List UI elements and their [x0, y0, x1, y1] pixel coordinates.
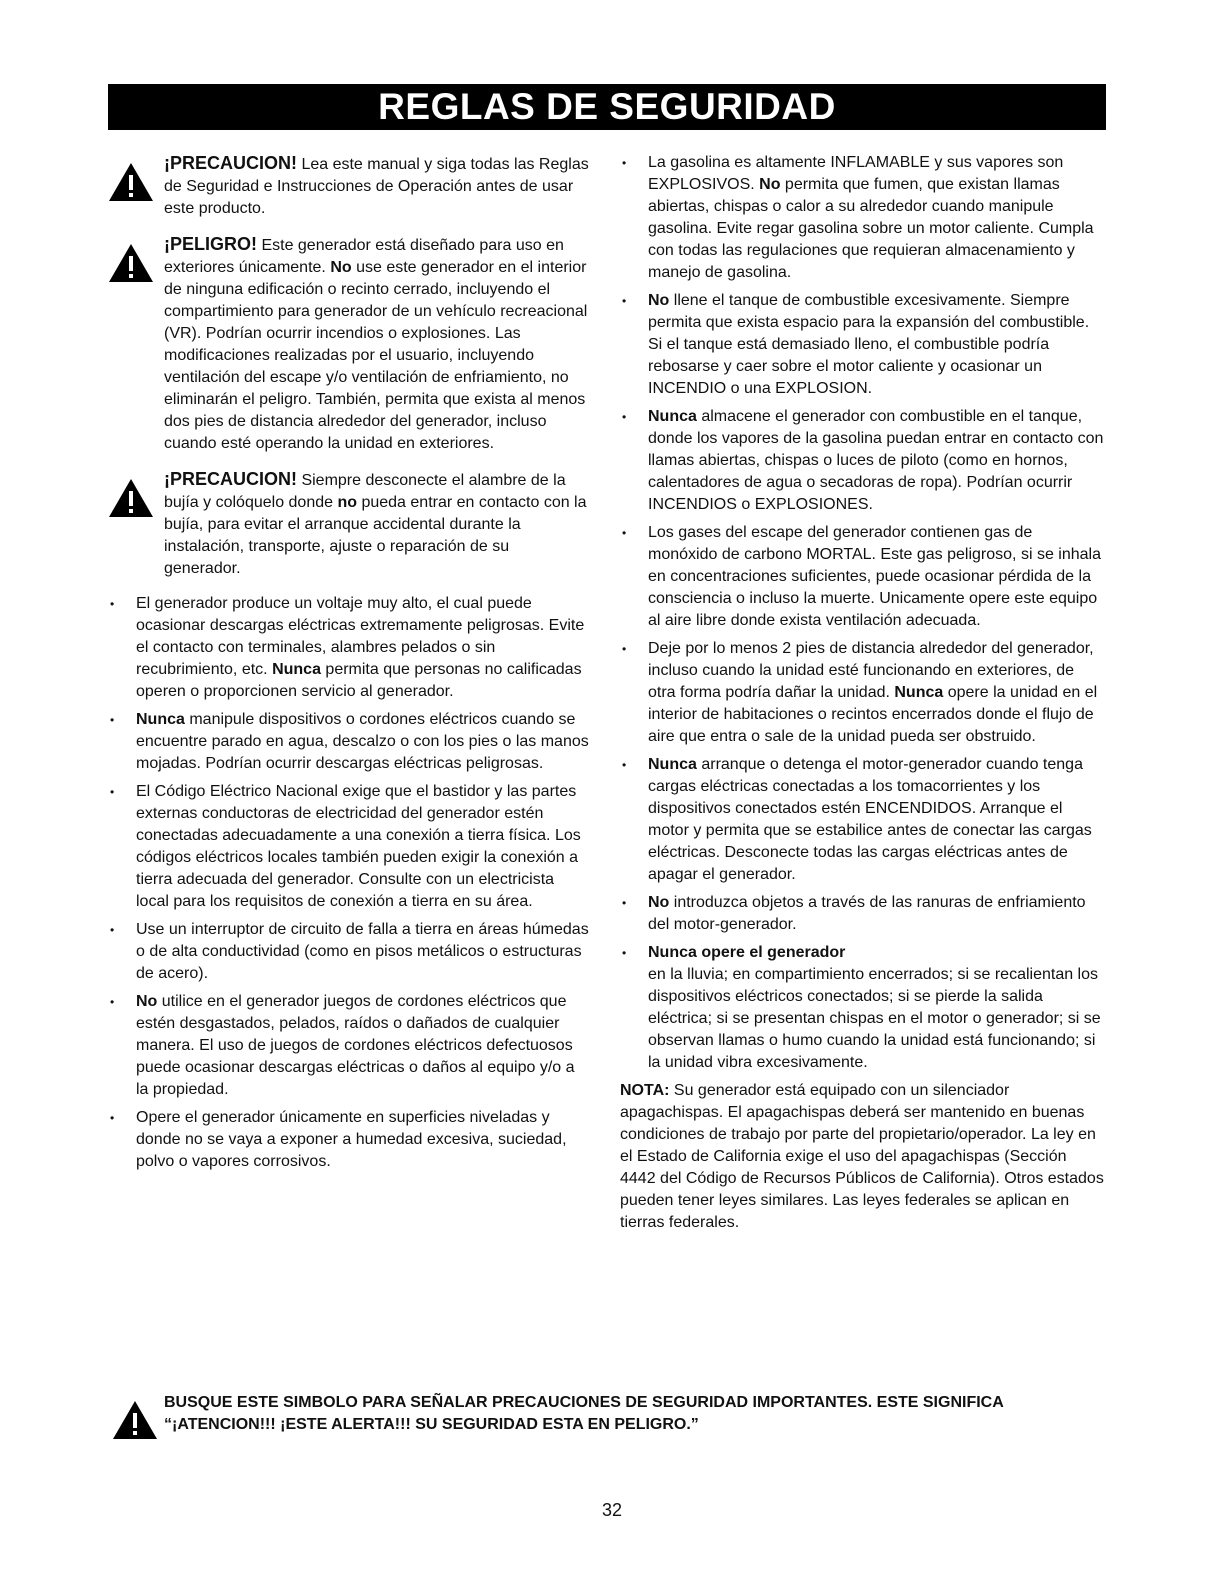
- item-emphasis: Nunca: [648, 408, 697, 425]
- list-item: [620, 522, 1106, 632]
- list-item: [108, 781, 590, 913]
- bullet-icon: •: [622, 156, 627, 170]
- caution-heading: ¡PRECAUCION!: [164, 469, 297, 489]
- item-text-cont: permita que fumen, que existan llamas abiertas, chispas o calor a su alrededor cuando manipule gasolina. Evite regar gasolina sobre un motor caliente. Cumpla con todas las regulaciones que requieran almacenamiento y manejo de gasolina.: [648, 176, 1094, 281]
- list-item: [620, 892, 1106, 936]
- danger-heading: ¡PELIGRO!: [164, 234, 257, 254]
- item-text-cont: permita que personas no calificadas operen o proporcionen servicio al generador.: [136, 661, 582, 700]
- bullet-icon: •: [622, 410, 627, 424]
- bullet-icon: •: [622, 294, 627, 308]
- warning-triangle-icon: [112, 1400, 158, 1440]
- warning-triangle-icon: [108, 478, 154, 518]
- item-emphasis: Nunca: [272, 661, 321, 678]
- list-item: [620, 638, 1106, 748]
- bullet-icon: •: [622, 526, 627, 540]
- item-text-cont: opere la unidad en el interior de habitaciones o recintos encerrados donde el flujo de aire que entra o sale de la unidad pueda ser obstruido.: [648, 684, 1098, 745]
- item-text: almacene el generador con combustible en el tanque, donde los vapores de la gasolina puedan entrar en contacto con llamas abiertas, chispas o luces de piloto (como en hornos, calentadores de agua o secadoras de ropa). Podrían ocurrir INCENDIOS o EXPLOSIONES.: [648, 408, 1104, 513]
- bullet-icon: •: [622, 896, 627, 910]
- note-label: NOTA:: [620, 1082, 670, 1099]
- bullet-icon: •: [110, 995, 115, 1009]
- left-column: [108, 152, 590, 1179]
- bullet-icon: •: [622, 946, 627, 960]
- item-text: Los gases del escape del generador contienen gas de monóxido de carbono MORTAL. Este gas peligroso, si se inhala en concentraciones suficientes, puede ocasionar pérdida de la consciencia o incluso la muerte. Unicamente opere este equipo al aire libre donde exista ventilación adecuada.: [648, 524, 1101, 629]
- item-emphasis: Nunca: [648, 756, 697, 773]
- item-text: llene el tanque de combustible excesivamente. Siempre permita que exista espacio para la expansión del combustible. Si el tanque está demasiado lleno, el combustible podría rebosarse y caer sobre el motor caliente y ocasionar un INCENDIO o una EXPLOSION.: [648, 292, 1090, 397]
- item-subheading: Nunca opere el generador: [648, 944, 846, 961]
- item-text: La gasolina es altamente INFLAMABLE y sus vapores son EXPLOSIVOS.: [648, 154, 1064, 193]
- item-emphasis: Nunca: [136, 711, 185, 728]
- list-item: [108, 1107, 590, 1173]
- list-item: [108, 709, 590, 775]
- caution-spark-plug: [108, 468, 590, 580]
- notice-line-1: BUSQUE ESTE SIMBOLO PARA SEÑALAR PRECAUCIONES DE SEGURIDAD IMPORTANTES. ESTE SIGNIFICA: [164, 1394, 1004, 1411]
- item-text: introduzca objetos a través de las ranuras de enfriamiento del motor-generador.: [648, 894, 1086, 933]
- caution-text: Siempre desconecte el alambre de la bujía y colóquelo donde: [164, 472, 566, 511]
- item-emphasis: No: [759, 176, 781, 193]
- caution-text-cont: pueda entrar en contacto con la bujía, para evitar el arranque accidental durante la instalación, transporte, ajuste o reparación de su generador.: [164, 494, 587, 577]
- list-item: [620, 290, 1106, 400]
- item-text: El Código Eléctrico Nacional exige que el bastidor y las partes externas conductoras de electricidad del generador estén conectadas adecuadamente a una conexión a tierra física. Los códigos eléctricos locales también pueden exigir la conexión a tierra adecuada del generador. Consulte con un electricista local para los requisitos de conexión a tierra en su área.: [136, 783, 581, 910]
- item-emphasis: Nunca: [894, 684, 944, 701]
- item-text: Use un interruptor de circuito de falla a tierra en áreas húmedas o de alta conductividad (como en pisos metálicos o estructuras de acero).: [136, 921, 589, 982]
- bullet-icon: •: [110, 1111, 115, 1125]
- item-emphasis: No: [648, 894, 670, 911]
- item-text: utilice en el generador juegos de cordones eléctricos que estén desgastados, pelados, raídos o dañados de cualquier manera. El uso de juegos de cordones eléctricos defectuosos puede ocasionar descargas eléctricas o daños al equipo y/o a la propiedad.: [136, 993, 575, 1098]
- danger-text: Este generador está diseñado para uso en exteriores únicamente.: [164, 237, 564, 276]
- caution-read-manual: [108, 152, 590, 220]
- bullet-icon: •: [110, 785, 115, 799]
- bullet-icon: •: [622, 758, 627, 772]
- note-paragraph: [620, 1080, 1106, 1234]
- danger-emphasis: No: [330, 259, 352, 276]
- right-column: [620, 152, 1106, 1234]
- danger-outdoor-use: [108, 233, 590, 455]
- page-title: REGLAS DE SEGURIDAD: [108, 84, 1106, 130]
- danger-text-cont: use este generador en el interior de ninguna edificación o recinto cerrado, incluyendo el compartimiento para generador de un vehículo recreacional (VR). Podrían ocurrir incendios o explosiones. Las modificaciones realizadas por el usuario, incluyendo ventilación del escape y/o ventilación de enfriamiento, no eliminarán el peligro. También, permita que exista al menos dos pies de distancia alrededor del generador, incluso cuando esté operando la unidad en exteriores.: [164, 259, 588, 452]
- caution-text: Lea este manual y siga todas las Reglas de Seguridad e Instrucciones de Operación antes de usar este producto.: [164, 156, 589, 217]
- item-text: manipule dispositivos o cordones eléctricos cuando se encuentre parado en agua, descalzo o con los pies o las manos mojadas. Podrían ocurrir descargas eléctricas peligrosas.: [136, 711, 589, 772]
- bullet-icon: •: [110, 923, 115, 937]
- list-item: [108, 991, 590, 1101]
- list-item: [620, 152, 1106, 284]
- item-text: El generador produce un voltaje muy alto, el cual puede ocasionar descargas eléctricas extremamente peligrosas. Evite el contacto con terminales, alambres pelados o sin recubrimiento, etc.: [136, 595, 585, 678]
- notice-line-2: “¡ATENCION!!! ¡ESTE ALERTA!!! SU SEGURIDAD ESTA EN PELIGRO.”: [164, 1416, 699, 1433]
- bullet-icon: •: [110, 597, 115, 611]
- caution-emphasis: no: [337, 494, 358, 511]
- caution-heading: ¡PRECAUCION!: [164, 153, 297, 173]
- item-emphasis: No: [136, 993, 158, 1010]
- warning-triangle-icon: [108, 243, 154, 283]
- list-item: [620, 406, 1106, 516]
- item-text: arranque o detenga el motor-generador cuando tenga cargas eléctricas conectadas a los tomacorrientes y los dispositivos conectados estén ENCENDIDOS. Arranque el motor y permita que se estabilice antes de conectar las cargas eléctricas. Desconecte todas las cargas eléctricas antes de apagar el generador.: [648, 756, 1092, 883]
- item-text: en la lluvia; en compartimiento encerrados; si se recalientan los dispositivos eléctricos conectados; si se pierde la salida eléctrica; si se presentan chispas en el motor o generador; si se observan llamas o humo cuando la unidad está funcionando; si la unidad vibra excesivamente.: [648, 966, 1101, 1071]
- bullet-icon: •: [110, 713, 115, 727]
- item-text: Deje por lo menos 2 pies de distancia alrededor del generador, incluso cuando la unidad esté funcionando en exteriores, de otra forma podría dañar la unidad.: [648, 640, 1094, 701]
- list-item: [108, 593, 590, 703]
- note-text: Su generador está equipado con un silenciador apagachispas. El apagachispas deberá ser mantenido en buenas condiciones de trabajo por parte del propietario/operador. La ley en el Estado de California exige el uso del apagachispas (Sección 4442 del Código de Recursos Públicos de California). Otros estados pueden tener leyes similares. Las leyes federales se aplican en tierras federales.: [620, 1082, 1104, 1231]
- list-item: [108, 919, 590, 985]
- warning-triangle-icon: [108, 162, 154, 202]
- list-item: [620, 754, 1106, 886]
- safety-symbol-notice: [108, 1392, 1108, 1436]
- item-text: Opere el generador únicamente en superficies niveladas y donde no se vaya a exponer a humedad excesiva, suciedad, polvo o vapores corrosivos.: [136, 1109, 567, 1170]
- bullet-icon: •: [622, 642, 627, 656]
- item-emphasis: No: [648, 292, 670, 309]
- right-safety-list: [620, 152, 1106, 1074]
- page-number: 32: [601, 1500, 623, 1520]
- list-item: [620, 942, 1106, 1074]
- left-safety-list: [108, 593, 590, 1173]
